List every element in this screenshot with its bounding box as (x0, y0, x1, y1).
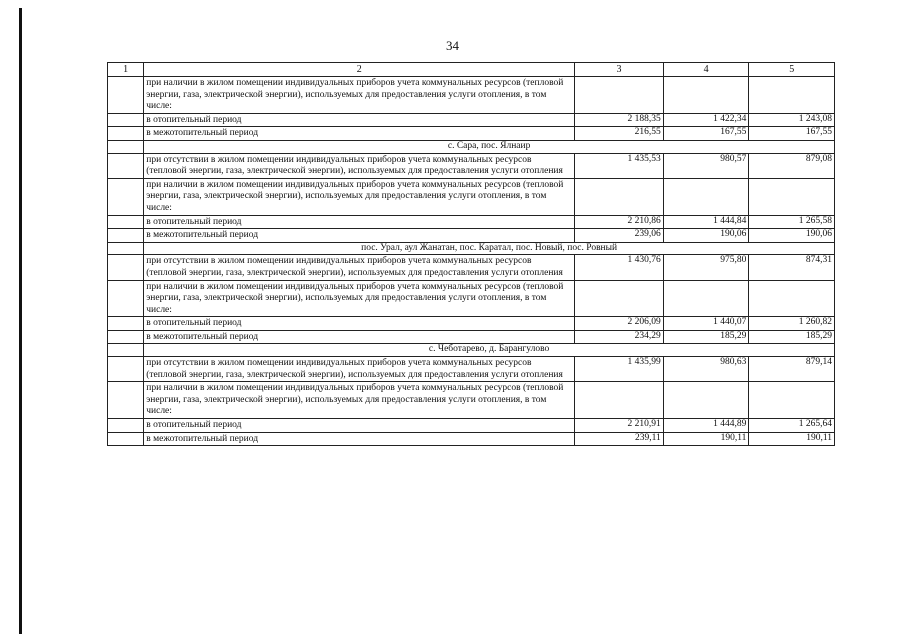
value-col-5: 1 243,08 (749, 113, 835, 127)
row-number-cell (108, 432, 144, 446)
table-row (108, 153, 835, 178)
value-col-3 (575, 280, 664, 317)
row-number-cell (108, 382, 144, 419)
value-col-3: 2 210,86 (575, 215, 664, 229)
header-cell-3: 3 (575, 63, 664, 77)
value-col-3: 239,06 (575, 229, 664, 243)
row-description: в межотопительный период (144, 330, 575, 344)
value-col-4: 1 422,34 (663, 113, 749, 127)
value-col-3: 1 430,76 (575, 255, 664, 280)
value-col-4 (663, 382, 749, 419)
section-title: с. Чеботарево, д. Барангулово (144, 344, 835, 357)
value-col-5: 190,11 (749, 432, 835, 446)
value-col-5: 167,55 (749, 127, 835, 141)
value-col-4 (663, 178, 749, 215)
value-col-5: 185,29 (749, 330, 835, 344)
table-row (108, 178, 835, 215)
table-body (108, 77, 835, 446)
section-number-cell (108, 242, 144, 255)
table-row (108, 280, 835, 317)
value-col-4: 1 444,84 (663, 215, 749, 229)
value-col-5 (749, 280, 835, 317)
header-cell-2: 2 (144, 63, 575, 77)
row-description: в межотопительный период (144, 229, 575, 243)
row-number-cell (108, 255, 144, 280)
row-description: в отопительный период (144, 317, 575, 331)
section-title: пос. Урал, аул Жанатан, пос. Каратал, пос. Новый, пос. Ровный (144, 242, 835, 255)
section-row (108, 242, 835, 255)
header-cell-1: 1 (108, 63, 144, 77)
row-description: в отопительный период (144, 215, 575, 229)
value-col-5 (749, 382, 835, 419)
value-col-5: 879,14 (749, 357, 835, 382)
value-col-5: 1 260,82 (749, 317, 835, 331)
table-row (108, 127, 835, 141)
table-row (108, 419, 835, 433)
section-row (108, 140, 835, 153)
table-header-row (108, 63, 835, 77)
row-description: при наличии в жилом помещении индивидуальных приборов учета коммунальных ресурсов (тепловой энергии, газа, электрической энергии), используемых для предоставления услуги отопления, в том числе: (144, 382, 575, 419)
section-number-cell (108, 344, 144, 357)
section-number-cell (108, 140, 144, 153)
value-col-4: 980,63 (663, 357, 749, 382)
value-col-3: 2 188,35 (575, 113, 664, 127)
row-description: в отопительный период (144, 113, 575, 127)
table-row (108, 330, 835, 344)
page-number: 34 (446, 38, 459, 53)
value-col-3: 1 435,99 (575, 357, 664, 382)
table-row (108, 432, 835, 446)
table-row (108, 255, 835, 280)
table-row (108, 229, 835, 243)
value-col-4 (663, 280, 749, 317)
header-cell-4: 4 (663, 63, 749, 77)
value-col-3: 1 435,53 (575, 153, 664, 178)
table-row (108, 215, 835, 229)
value-col-3: 216,55 (575, 127, 664, 141)
row-number-cell (108, 113, 144, 127)
value-col-4: 1 444,89 (663, 419, 749, 433)
section-title: с. Сара, пос. Ялнаир (144, 140, 835, 153)
row-number-cell (108, 153, 144, 178)
row-description: при наличии в жилом помещении индивидуальных приборов учета коммунальных ресурсов (тепловой энергии, газа, электрической энергии), используемых для предоставления услуги отопления, в том числе: (144, 178, 575, 215)
value-col-5: 874,31 (749, 255, 835, 280)
row-description: в межотопительный период (144, 127, 575, 141)
value-col-4: 1 440,07 (663, 317, 749, 331)
row-description: при наличии в жилом помещении индивидуальных приборов учета коммунальных ресурсов (тепловой энергии, газа, электрической энергии), используемых для предоставления услуги отопления, в том числе: (144, 280, 575, 317)
table-row (108, 113, 835, 127)
section-row (108, 344, 835, 357)
row-description: в межотопительный период (144, 432, 575, 446)
row-number-cell (108, 357, 144, 382)
value-col-4: 190,06 (663, 229, 749, 243)
row-number-cell (108, 280, 144, 317)
row-description: в отопительный период (144, 419, 575, 433)
value-col-3 (575, 178, 664, 215)
table-row (108, 317, 835, 331)
value-col-4: 975,80 (663, 255, 749, 280)
value-col-5: 190,06 (749, 229, 835, 243)
value-col-5 (749, 77, 835, 114)
row-number-cell (108, 229, 144, 243)
value-col-5: 1 265,64 (749, 419, 835, 433)
value-col-4: 190,11 (663, 432, 749, 446)
table-row (108, 357, 835, 382)
row-number-cell (108, 178, 144, 215)
value-col-3: 234,29 (575, 330, 664, 344)
value-col-5 (749, 178, 835, 215)
value-col-5: 879,08 (749, 153, 835, 178)
row-description: при отсутствии в жилом помещении индивидуальных приборов учета коммунальных ресурсов (тепловой энергии, газа, электрической энергии), используемых для предоставления услуги отопления (144, 357, 575, 382)
value-col-4 (663, 77, 749, 114)
row-description: при наличии в жилом помещении индивидуальных приборов учета коммунальных ресурсов (тепловой энергии, газа, электрической энергии), используемых для предоставления услуги отопления, в том числе: (144, 77, 575, 114)
row-number-cell (108, 317, 144, 331)
table-row (108, 382, 835, 419)
page-margin-line (19, 8, 22, 634)
value-col-3: 2 206,09 (575, 317, 664, 331)
value-col-3: 2 210,91 (575, 419, 664, 433)
header-cell-5: 5 (749, 63, 835, 77)
value-col-4: 980,57 (663, 153, 749, 178)
row-description: при отсутствии в жилом помещении индивидуальных приборов учета коммунальных ресурсов (тепловой энергии, газа, электрической энергии), используемых для предоставления услуги отопления (144, 153, 575, 178)
row-number-cell (108, 419, 144, 433)
row-number-cell (108, 77, 144, 114)
value-col-3 (575, 382, 664, 419)
value-col-3: 239,11 (575, 432, 664, 446)
row-number-cell (108, 330, 144, 344)
tariff-table (107, 62, 835, 446)
value-col-4: 185,29 (663, 330, 749, 344)
value-col-3 (575, 77, 664, 114)
table-row (108, 77, 835, 114)
row-description: при отсутствии в жилом помещении индивидуальных приборов учета коммунальных ресурсов (тепловой энергии, газа, электрической энергии), используемых для предоставления услуги отопления (144, 255, 575, 280)
row-number-cell (108, 215, 144, 229)
value-col-5: 1 265,58 (749, 215, 835, 229)
row-number-cell (108, 127, 144, 141)
value-col-4: 167,55 (663, 127, 749, 141)
